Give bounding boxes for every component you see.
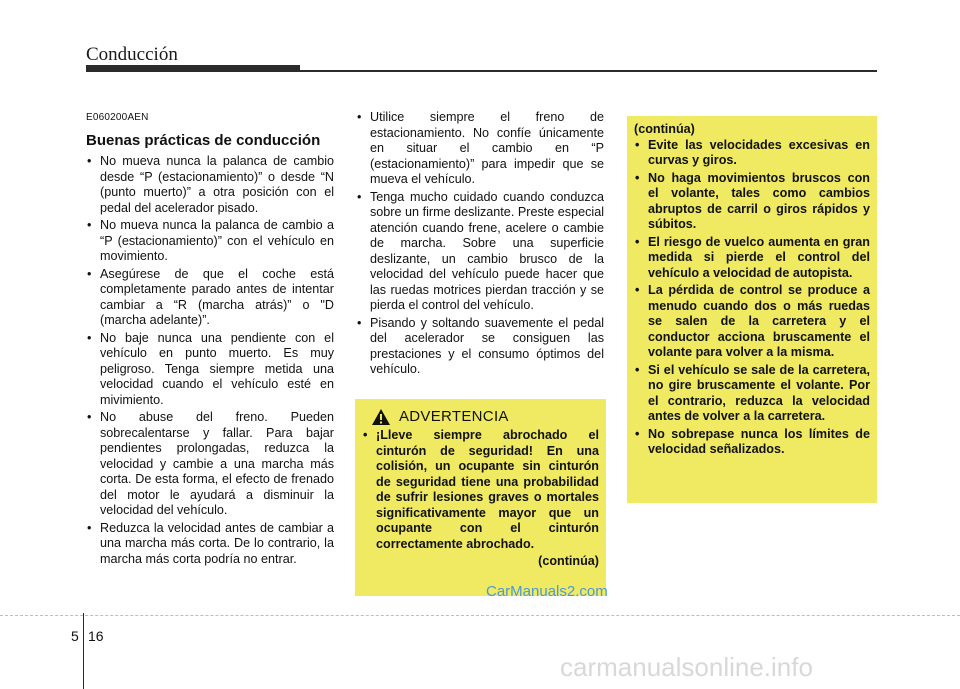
page-divider (0, 615, 960, 616)
section-number: 5 (71, 628, 79, 644)
warning-title: ADVERTENCIA (399, 408, 509, 426)
column-left (86, 110, 334, 569)
list-item: • Utilice siempre el freno de estacionamiento. No confíe únicamente en situar el cambio en “P (estacionamiento)” para impedir que se mueva el vehículo. (356, 110, 604, 188)
list-item: • No mueva nunca la palanca de cambio desde “P (estacionamiento)” o desde “N (punto muerto)” a otra posición con el pedal del acelerador pisado. (86, 154, 334, 216)
list-item: • Asegúrese de que el coche está completamente parado antes de intentar cambiar a “R (marcha atrás)” o "D (marcha adelante)”. (86, 267, 334, 329)
continued-heading: (continúa) (634, 122, 695, 136)
list-item: • No mueva nunca la palanca de cambio a “P (estacionamiento)” con el vehículo en movimiento. (86, 218, 334, 265)
warning-list (362, 428, 599, 552)
list-item: • La pérdida de control se produce a menudo cuando dos o más ruedas se salen de la carretera y el conductor acciona bruscamente el volante para volver a la misma. (634, 283, 870, 361)
section-code: E060200AEN (86, 112, 149, 123)
warning-box (355, 399, 606, 596)
continued-list (634, 138, 870, 458)
warning-triangle-icon (371, 408, 391, 426)
warning-header (371, 408, 599, 426)
watermark-text: CarManuals2.com (486, 583, 608, 600)
list-item: • Tenga mucho cuidado cuando conduzca sobre un firme deslizante. Preste especial atención cuando frene, acelere o cambie de marcha. Sobre una superficie deslizante, un cambio brusco de la velocidad del vehículo puede hacer que las ruedas motrices pierdan tracción y se pierda el control del vehículo. (356, 190, 604, 314)
page-number-separator (83, 613, 84, 689)
section-title: Buenas prácticas de conducción (86, 131, 321, 149)
list-item: • No haga movimientos bruscos con el volante, tales como cambios abruptos de carril o giros rápidos y súbitos. (634, 171, 870, 233)
page-header-title: Conducción (86, 44, 178, 65)
list-item: • Pisando y soltando suavemente el pedal del acelerador se consiguen las prestaciones y el consumo óptimos del vehículo. (356, 316, 604, 378)
list-item: • No baje nunca una pendiente con el vehículo en punto muerto. Es muy peligroso. Tenga siempre metida una velocidad cuando el vehículo esté en mivimiento. (86, 331, 334, 409)
list-item: • El riesgo de vuelco aumenta en gran medida si pierde el control del vehículo a velocidad de autopista. (634, 235, 870, 282)
list-item: • Evite las velocidades excesivas en curvas y giros. (634, 138, 870, 169)
header-rule (300, 70, 877, 72)
page-number: 16 (88, 628, 104, 644)
list-item: • ¡Lleve siempre abrochado el cinturón de seguridad! En una colisión, un ocupante sin cinturón de seguridad tiene una probabilidad de sufrir lesiones graves o mortales significativamente mayor que un ocupante con el cinturón correctamente abrochado. (362, 428, 599, 552)
bullet-list-left (86, 154, 334, 567)
list-item: • Reduzca la velocidad antes de cambiar a una marcha más corta. De lo contrario, la marcha más corta podría no entrar. (86, 521, 334, 568)
footer-site-watermark: carmanualsonline.info (560, 652, 813, 682)
list-item: • No sobrepase nunca los límites de velocidad señalizados. (634, 427, 870, 458)
list-item: • No abuse del freno. Pueden sobrecalentarse y fallar. Para bajar pendientes prolongadas, reduzca la velocidad y cambie a una marcha más corta. De esta forma, el efecto de frenado del motor le ayudará a disminuir la velocidad del vehículo. (86, 410, 334, 519)
header-bar (86, 65, 300, 72)
column-middle (356, 110, 604, 380)
warning-continued: (continúa) (538, 554, 599, 568)
list-item: • Si el vehículo se sale de la carretera, no gire bruscamente el volante. Por el contrario, reduzca la velocidad antes de volver a la carretera. (634, 363, 870, 425)
continued-warning-box (627, 116, 877, 503)
bullet-list-middle (356, 110, 604, 378)
